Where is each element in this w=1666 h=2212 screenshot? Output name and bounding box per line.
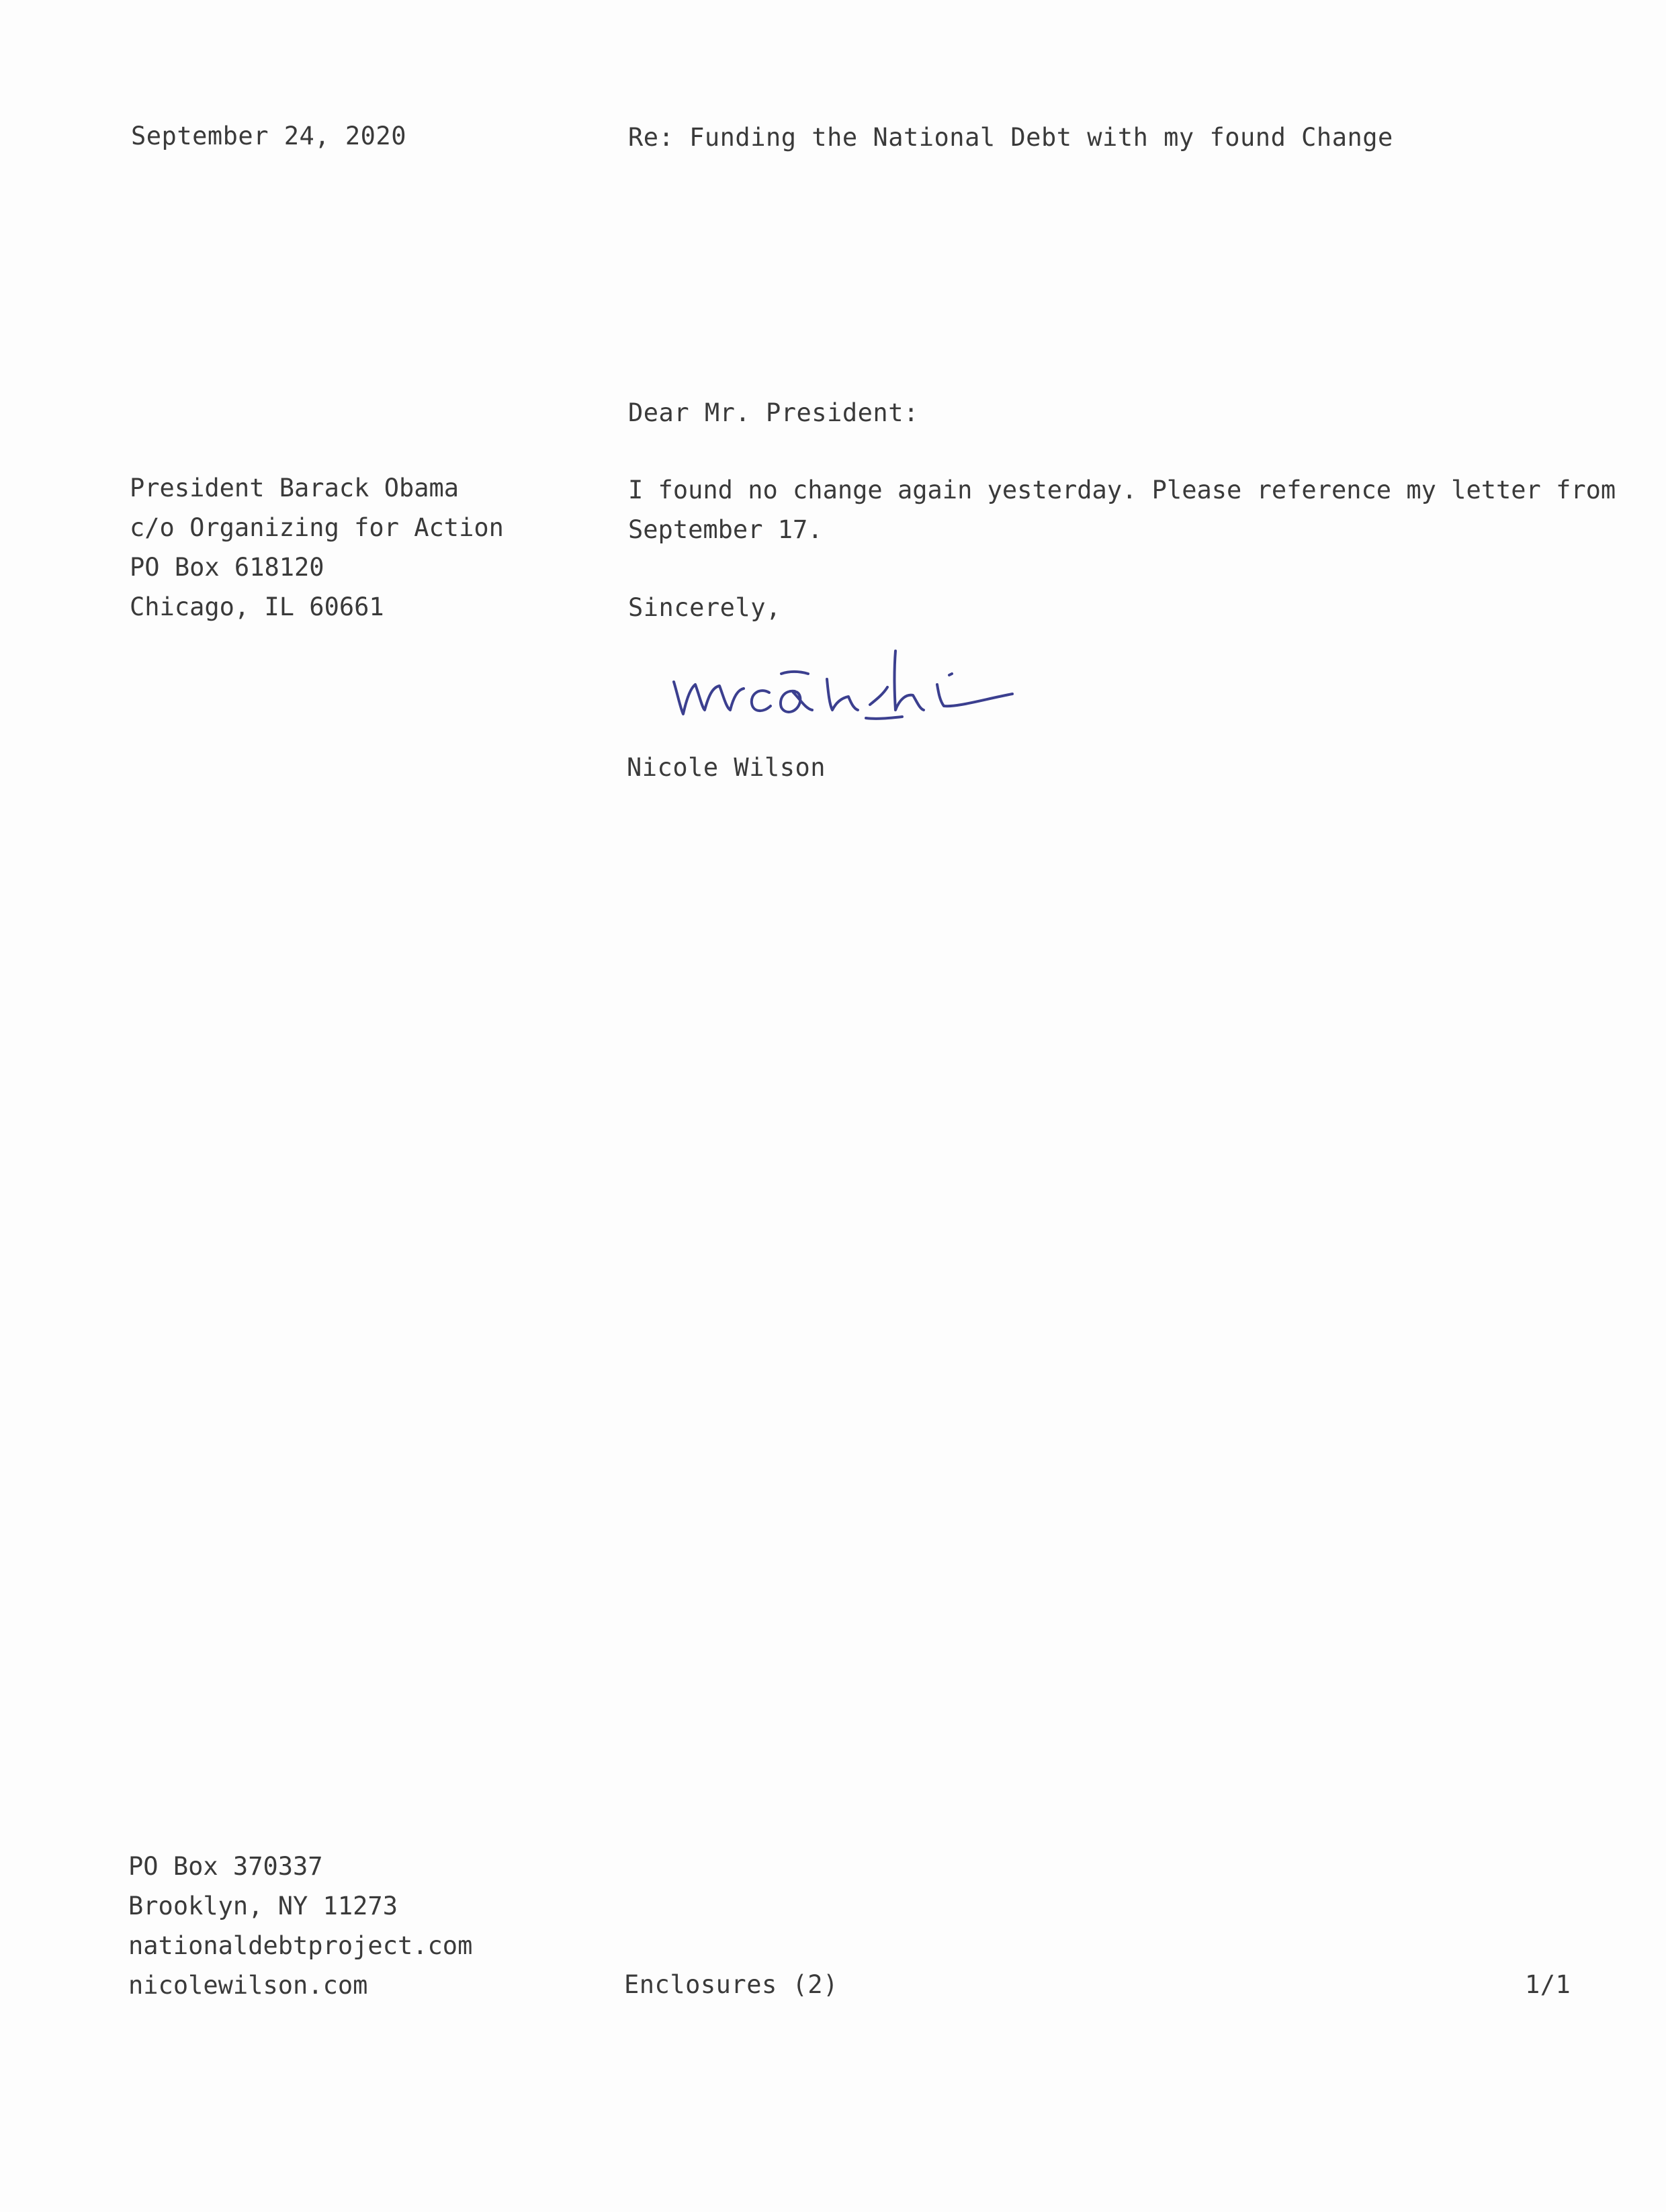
letter-subject: Re: Funding the National Debt with my found Change bbox=[628, 123, 1393, 152]
sender-address bbox=[128, 1847, 472, 2005]
handwritten-signature bbox=[668, 635, 1031, 729]
sender-line: nicolewilson.com bbox=[128, 1971, 368, 2000]
sender-line: nationaldebtproject.com bbox=[128, 1931, 473, 1960]
page-number: 1/1 bbox=[1525, 1970, 1571, 1999]
letter-date: September 24, 2020 bbox=[131, 122, 406, 150]
recipient-line: PO Box 618120 bbox=[130, 553, 324, 582]
recipient-line: c/o Organizing for Action bbox=[130, 513, 504, 542]
body-line: I found no change again yesterday. Please reference my letter from bbox=[628, 476, 1616, 504]
closing: Sincerely, bbox=[628, 593, 781, 622]
recipient-address bbox=[130, 468, 504, 627]
sender-line: PO Box 370337 bbox=[128, 1852, 323, 1881]
body-line: September 17. bbox=[628, 515, 823, 544]
recipient-line: Chicago, IL 60661 bbox=[130, 592, 384, 621]
letter-body bbox=[628, 470, 1616, 549]
salutation: Dear Mr. President: bbox=[628, 398, 919, 427]
enclosures-note: Enclosures (2) bbox=[624, 1970, 838, 1999]
sender-line: Brooklyn, NY 11273 bbox=[128, 1892, 398, 1920]
signer-name: Nicole Wilson bbox=[627, 753, 826, 782]
recipient-line: President Barack Obama bbox=[130, 474, 459, 502]
